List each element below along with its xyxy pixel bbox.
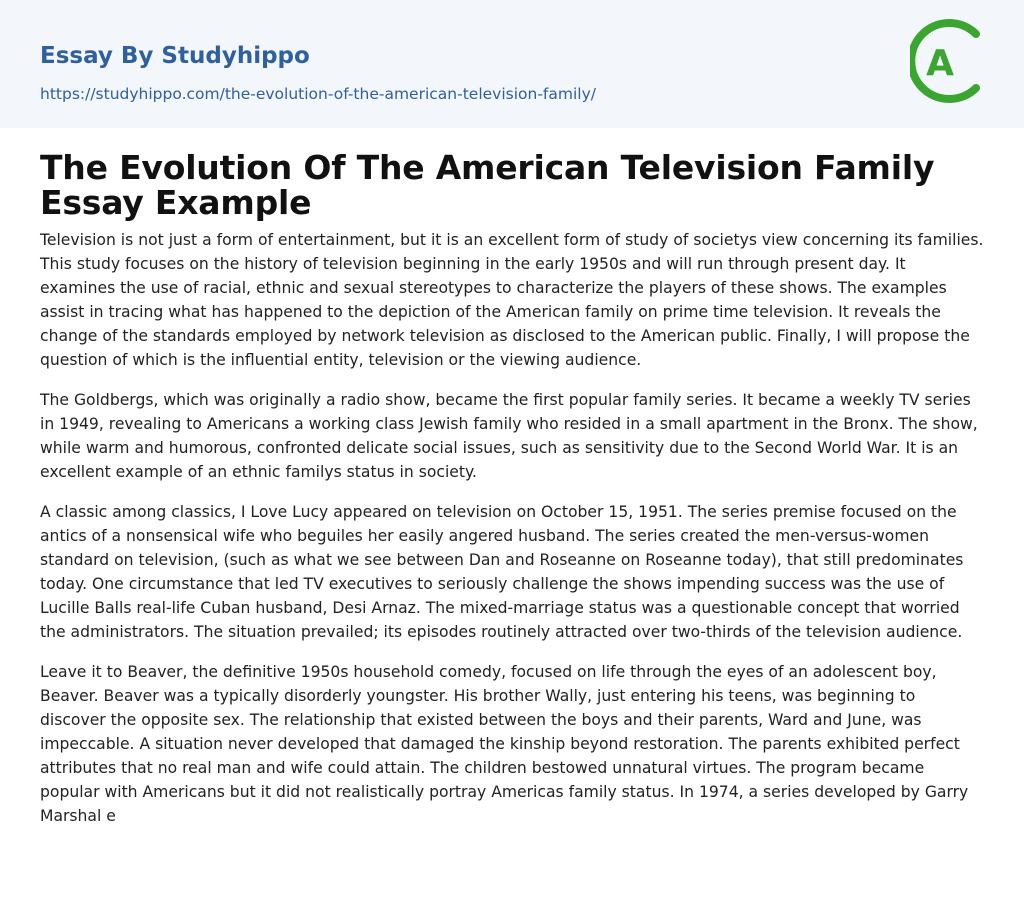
paragraph: A classic among classics, I Love Lucy appeared on television on October 15, 1951. The series premise focused on the antics of a nonsensical wife who beguiles her easily angered husband. The series created the men-versus-women standard on television, (such as what we see between Dan and Roseanne on Roseanne today), that still predominates today. One circumstance that led TV executives to seriously challenge the shows impending success was the use of Lucille Balls real-life Cuban husband, Desi Arnaz. The mixed-marriage status was a questionable concept that worried the administrators. The situation prevailed; its episodes routinely attracted over two-thirds of the television audience.: [40, 503, 964, 641]
article-body: [40, 228, 985, 844]
article-title: The Evolution Of The American Television Family Essay Example: [40, 148, 935, 222]
site-header: [0, 0, 1024, 128]
paragraph: Leave it to Beaver, the definitive 1950s household comedy, focused on life through the eyes of an adolescent boy, Beaver. Beaver was a typically disorderly youngster. His brother Wally, just entering his teens, was beginning to discover the opposite sex. The relationship that existed between the boys and their parents, Ward and June, was impeccable. A situation never developed that damaged the kinship beyond restoration. The parents exhibited perfect attributes that no real man and wife could attain. The children bestowed unnatural virtues. The program became popular with Americans but it did not realistically portray Americas family status. In 1974, a series developed by Garry Marshal e: [40, 663, 969, 825]
ring-logo-icon[interactable]: [910, 18, 988, 106]
paragraph: Television is not just a form of entertainment, but it is an excellent form of study of societys view concerning its families. This study focuses on the history of television beginning in the early 1950s and will run through present day. It examines the use of racial, ethnic and sexual stereotypes to characterize the players of these shows. The examples assist in tracing what has happened to the depiction of the American family on prime time television. It reveals the change of the standards employed by network television as disclosed to the American public. Finally, I will propose the question of which is the influential entity, television or the viewing audience.: [40, 231, 984, 369]
paragraph: The Goldbergs, which was originally a radio show, became the first popular family series. It became a weekly TV series in 1949, revealing to Americans a working class Jewish family who resided in a small apartment in the Bronx. The show, while warm and humorous, confronted delicate social issues, such as sensitivity due to the Second World War. It is an excellent example of an ethnic familys status in society.: [40, 391, 978, 481]
logo-letter: A: [926, 43, 954, 84]
article-url-link[interactable]: https://studyhippo.com/the-evolution-of-the-american-television-family/: [40, 85, 596, 103]
site-brand[interactable]: Essay By Studyhippo: [40, 43, 310, 69]
